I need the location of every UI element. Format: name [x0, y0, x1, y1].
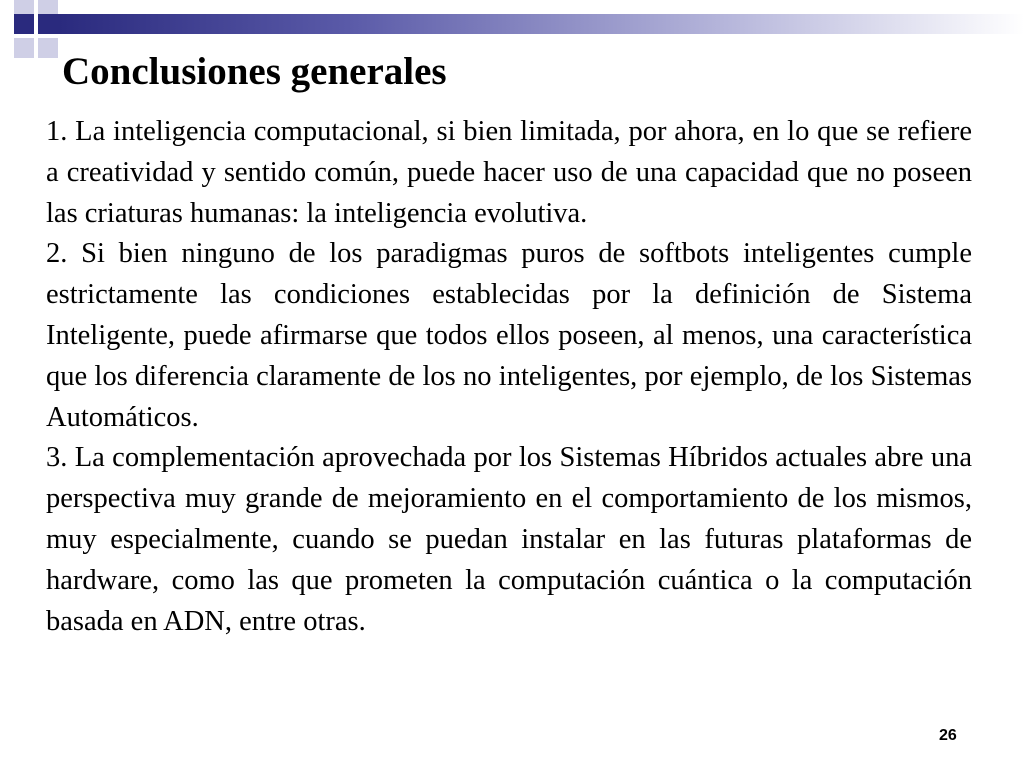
decorative-square [14, 38, 34, 58]
conclusion-paragraph-1: 1. La inteligencia computacional, si bien limitada, por ahora, en lo que se refiere a creatividad y sentido común, puede hacer uso de una capacidad que no poseen las criaturas humanas: la inteligencia evolutiva. [46, 116, 972, 229]
page-number: 26 [939, 727, 957, 744]
decorative-square [14, 14, 34, 34]
decorative-square [38, 14, 58, 34]
decorative-square [38, 38, 58, 58]
slide-body [46, 112, 972, 642]
conclusion-paragraph-3: 3. La complementación aprovechada por los Sistemas Híbridos actuales abre una perspectiva muy grande de mejoramiento en el comportamiento de los mismos, muy especialmente, cuando se puedan instalar en las futuras plataformas de hardware, como las que prometen la computación cuántica o la computación basada en ADN, entre otras. [46, 442, 972, 637]
header-gradient-bar [58, 14, 1024, 34]
conclusion-paragraph-2: 2. Si bien ninguno de los paradigmas puros de softbots inteligentes cumple estrictamente las condiciones establecidas por la definición de Sistema Inteligente, puede afirmarse que todos ellos poseen, al menos, una característica que los diferencia claramente de los no inteligentes, por ejemplo, de los Sistemas Automáticos. [46, 238, 972, 433]
slide-title: Conclusiones generales [62, 50, 447, 93]
